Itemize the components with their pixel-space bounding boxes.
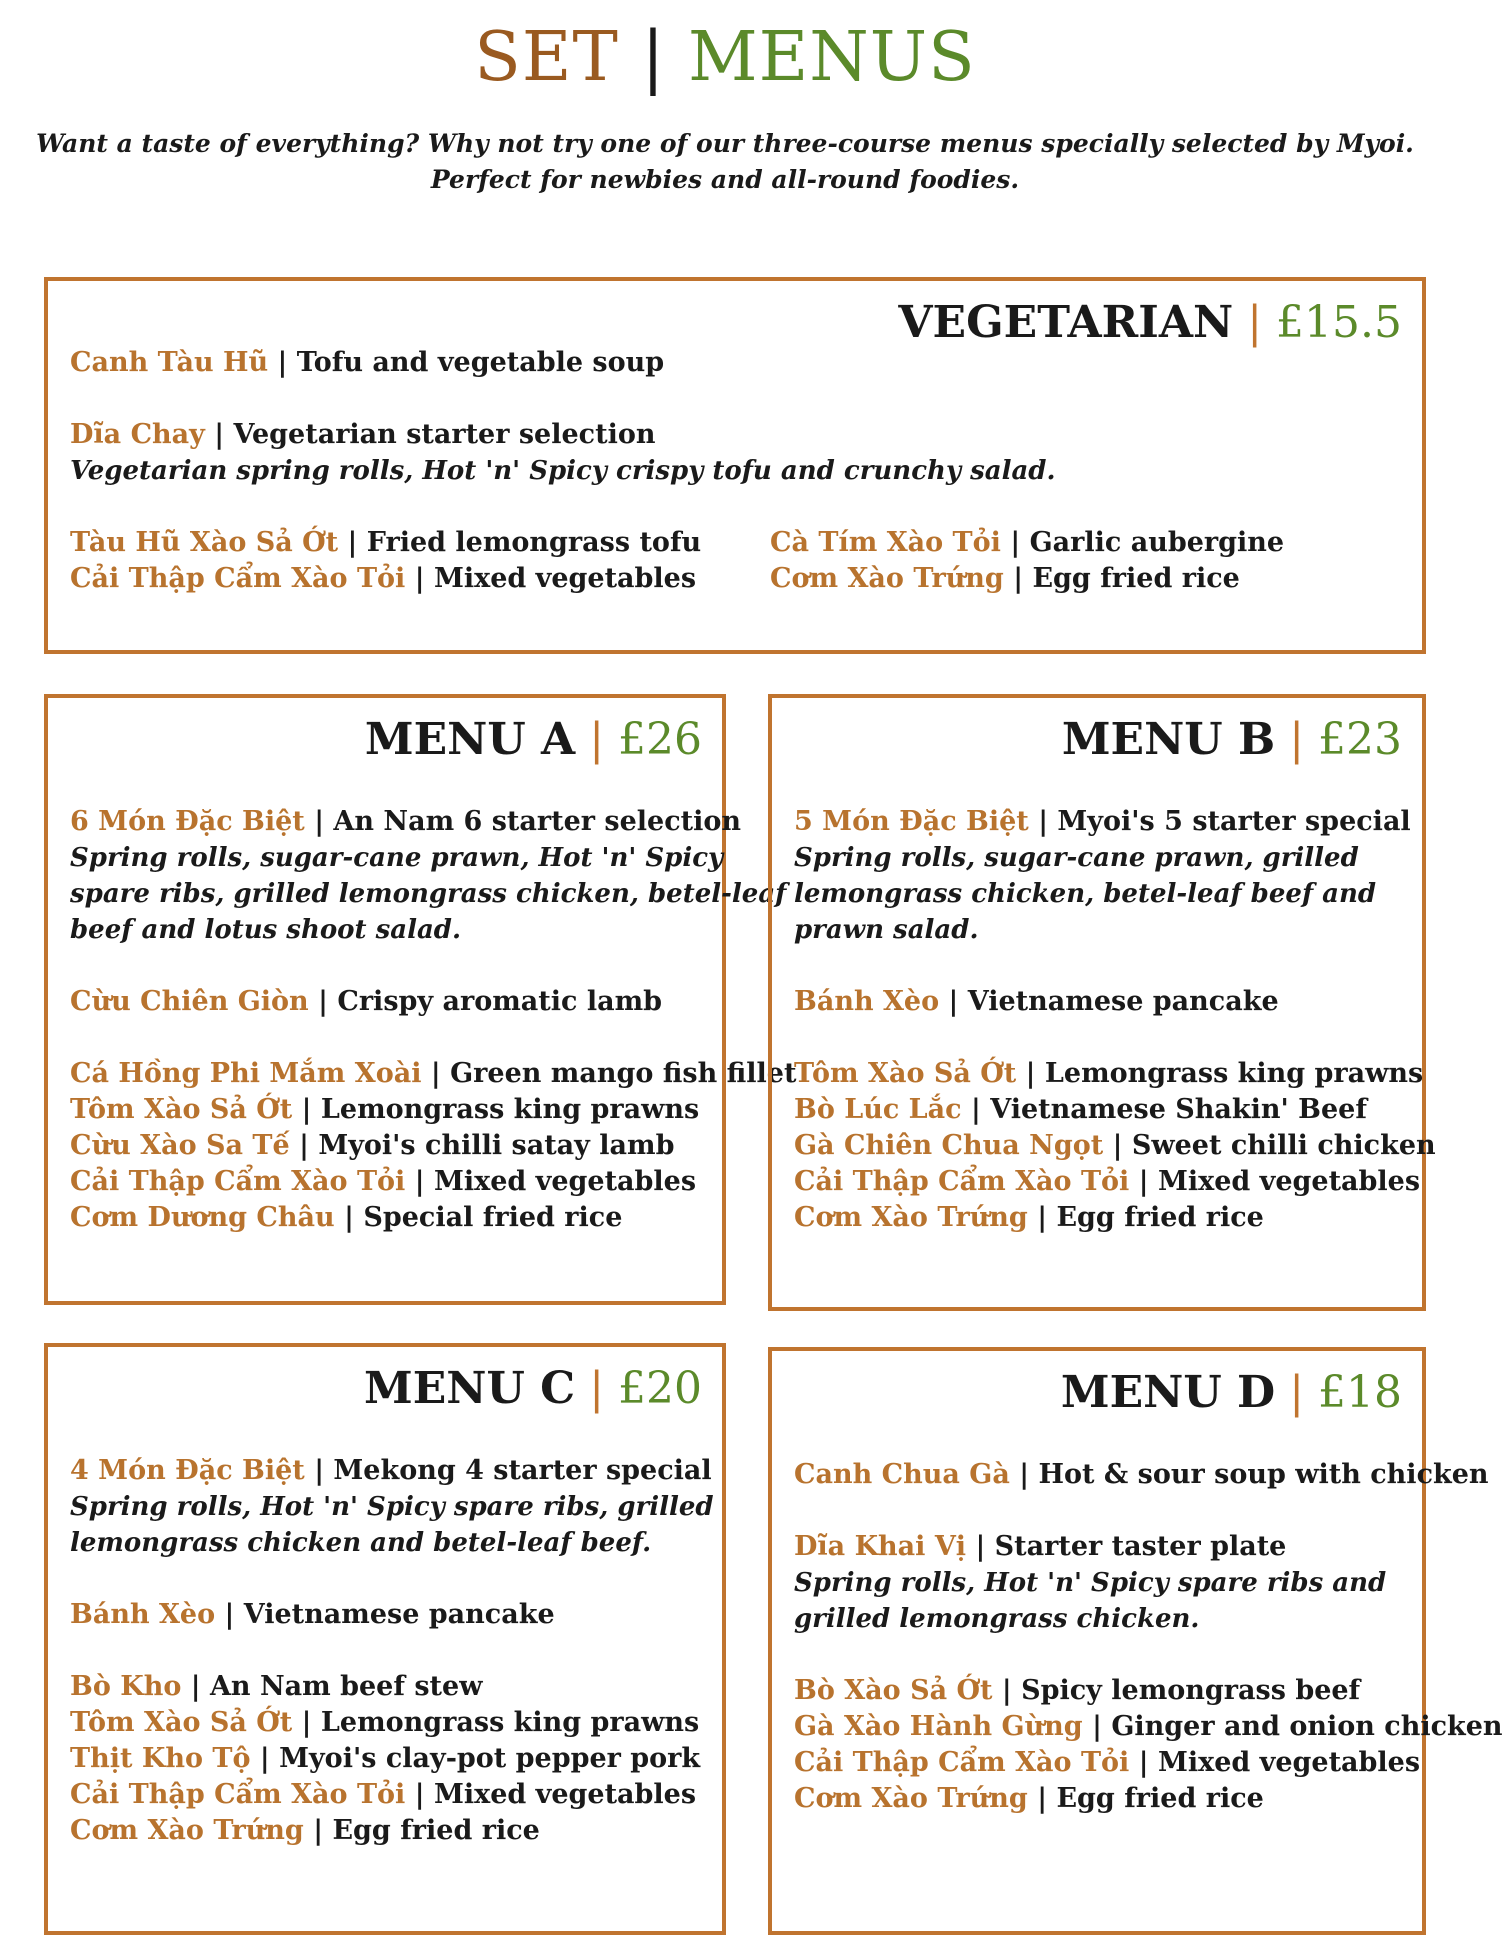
menu-b-panel	[768, 694, 1436, 1311]
item-description: Spring rolls, sugar-cane prawn, grilled	[794, 843, 1359, 873]
item-description: Spring rolls, sugar-cane prawn, Hot 'n' Spicy	[70, 843, 724, 873]
item-vietnamese-name: Cơm Dương Châu	[70, 1202, 335, 1233]
menu-item: Cải Thập Cẩm Xào Tỏi | Mixed vegetables	[70, 1779, 697, 1810]
menu-item: Gà Xào Hành Gừng | Ginger and onion chicken	[794, 1711, 1503, 1742]
menu-item: Cải Thập Cẩm Xào Tỏi | Mixed vegetables	[70, 563, 697, 594]
menu-a-panel	[44, 694, 797, 1305]
item-vietnamese-name: Cừu Xào Sa Tế	[70, 1130, 290, 1161]
item-english-name: Mixed vegetables	[1157, 1747, 1421, 1778]
item-vietnamese-name: Cải Thập Cẩm Xào Tỏi	[70, 1166, 406, 1197]
item-vietnamese-name: Tôm Xào Sả Ớt	[70, 1707, 293, 1738]
item-english-name: Lemongrass king prawns	[1044, 1058, 1424, 1089]
menu-price: £23	[1318, 714, 1402, 765]
menu-item: Tôm Xào Sả Ớt | Lemongrass king prawns	[70, 1707, 700, 1738]
item-english-name: Mixed vegetables	[1157, 1166, 1421, 1197]
menu-name: MENU D	[1060, 1367, 1276, 1418]
vegetarian-items	[70, 345, 1404, 597]
item-vietnamese-name: Thịt Kho Tộ	[70, 1743, 251, 1774]
menu-item: 5 Món Đặc Biệt | Myoi's 5 starter special	[794, 806, 1411, 837]
menu-price: £15.5	[1276, 297, 1402, 348]
item-english-name: An Nam 6 starter selection	[333, 806, 742, 837]
menu-item: Canh Chua Gà | Hot & sour soup with chicken	[794, 1459, 1489, 1490]
item-english-name: Garlic aubergine	[1029, 527, 1285, 558]
menu-a-items	[70, 804, 797, 1236]
item-english-name: Vegetarian starter selection	[233, 419, 656, 450]
item-english-name: Mixed vegetables	[433, 1779, 697, 1810]
menu-item: Cừu Xào Sa Tế | Myoi's chilli satay lamb	[70, 1130, 675, 1161]
item-english-name: Vietnamese pancake	[243, 1599, 555, 1630]
menu-item: Cải Thập Cẩm Xào Tỏi | Mixed vegetables	[794, 1166, 1421, 1197]
menu-item: 4 Món Đặc Biệt | Mekong 4 starter special	[70, 1455, 712, 1486]
menu-item: Tôm Xào Sả Ớt | Lemongrass king prawns	[794, 1058, 1424, 1089]
menu-b-items	[794, 804, 1436, 1236]
item-english-name: Sweet chilli chicken	[1131, 1130, 1436, 1161]
vegetarian-menu-panel	[44, 277, 1426, 654]
menu-item: Bánh Xèo | Vietnamese pancake	[70, 1599, 555, 1630]
menu-item: Cà Tím Xào Tỏi | Garlic aubergine	[770, 527, 1285, 558]
item-english-name: Mekong 4 starter special	[333, 1455, 712, 1486]
item-description: prawn salad.	[794, 915, 979, 945]
item-vietnamese-name: Cải Thập Cẩm Xào Tỏi	[794, 1747, 1130, 1778]
item-english-name: An Nam beef stew	[209, 1671, 483, 1702]
item-english-name: Myoi's chilli satay lamb	[318, 1130, 675, 1161]
item-english-name: Egg fried rice	[1056, 1783, 1264, 1814]
menu-item: Bò Kho | An Nam beef stew	[70, 1671, 483, 1702]
item-description: Spring rolls, Hot 'n' Spicy spare ribs and	[794, 1568, 1387, 1598]
heading-separator: |	[589, 1363, 605, 1414]
item-vietnamese-name: Gà Xào Hành Gừng	[794, 1711, 1083, 1742]
page-title	[0, 18, 1450, 98]
menu-c-heading	[364, 1361, 702, 1417]
menu-c-items	[70, 1453, 714, 1849]
item-vietnamese-name: Bánh Xèo	[70, 1599, 216, 1630]
item-vietnamese-name: Gà Chiên Chua Ngọt	[794, 1130, 1104, 1161]
item-english-name: Fried lemongrass tofu	[366, 527, 702, 558]
item-vietnamese-name: Tôm Xào Sả Ớt	[794, 1058, 1017, 1089]
item-english-name: Spicy lemongrass beef	[1021, 1675, 1361, 1706]
item-vietnamese-name: Canh Chua Gà	[794, 1459, 1010, 1490]
menu-d-panel	[768, 1347, 1503, 1935]
item-vietnamese-name: Cải Thập Cẩm Xào Tỏi	[70, 563, 406, 594]
title-separator: |	[641, 18, 666, 97]
item-vietnamese-name: Cơm Xào Trứng	[794, 1783, 1028, 1814]
menu-item: Tàu Hũ Xào Sả Ớt | Fried lemongrass tofu	[70, 527, 702, 558]
item-description: spare ribs, grilled lemongrass chicken, betel-leaf	[70, 879, 787, 909]
menu-item: Gà Chiên Chua Ngọt | Sweet chilli chicken	[794, 1130, 1436, 1161]
menu-c-panel	[44, 1343, 726, 1935]
item-vietnamese-name: Cải Thập Cẩm Xào Tỏi	[70, 1779, 406, 1810]
item-english-name: Vietnamese Shakin' Beef	[990, 1094, 1367, 1125]
menu-item: Dĩa Chay | Vegetarian starter selection	[70, 419, 656, 450]
menu-item: Bánh Xèo | Vietnamese pancake	[794, 986, 1279, 1017]
item-vietnamese-name: Bò Xào Sả Ớt	[794, 1675, 993, 1706]
menu-item: Dĩa Khai Vị | Starter taster plate	[794, 1531, 1287, 1562]
menu-item: 6 Món Đặc Biệt | An Nam 6 starter selection	[70, 806, 742, 837]
item-english-name: Myoi's clay-pot pepper pork	[279, 1743, 701, 1774]
item-vietnamese-name: Bánh Xèo	[794, 986, 940, 1017]
menu-item: Cá Hồng Phi Mắm Xoài | Green mango fish fillet	[70, 1058, 797, 1089]
menu-item: Cơm Xào Trứng | Egg fried rice	[70, 1815, 540, 1846]
item-english-name: Myoi's 5 starter special	[1057, 806, 1411, 837]
item-english-name: Special fried rice	[363, 1202, 623, 1233]
menu-item: Cải Thập Cẩm Xào Tỏi | Mixed vegetables	[70, 1166, 697, 1197]
menu-item: Cừu Chiên Giòn | Crispy aromatic lamb	[70, 986, 663, 1017]
item-vietnamese-name: Cà Tím Xào Tỏi	[770, 527, 1001, 558]
item-english-name: Lemongrass king prawns	[320, 1094, 700, 1125]
item-vietnamese-name: Dĩa Chay	[70, 419, 205, 450]
item-english-name: Lemongrass king prawns	[320, 1707, 700, 1738]
item-vietnamese-name: Cừu Chiên Giòn	[70, 986, 309, 1017]
item-vietnamese-name: Dĩa Khai Vị	[794, 1531, 967, 1562]
heading-separator: |	[1247, 297, 1263, 348]
title-word-set: SET	[474, 18, 619, 97]
item-description: grilled lemongrass chicken.	[794, 1604, 1200, 1634]
item-description: lemongrass chicken, betel-leaf beef and	[794, 879, 1377, 909]
menu-b-heading	[1062, 712, 1402, 768]
heading-separator: |	[1289, 714, 1305, 765]
item-english-name: Mixed vegetables	[433, 563, 697, 594]
item-vietnamese-name: Cải Thập Cẩm Xào Tỏi	[794, 1166, 1130, 1197]
item-vietnamese-name: Bò Kho	[70, 1671, 182, 1702]
item-vietnamese-name: Cơm Xào Trứng	[794, 1202, 1028, 1233]
menu-item: Thịt Kho Tộ | Myoi's clay-pot pepper pork	[70, 1743, 701, 1774]
item-vietnamese-name: Cơm Xào Trứng	[770, 563, 1004, 594]
item-english-name: Egg fried rice	[1032, 563, 1240, 594]
menu-item: Bò Xào Sả Ớt | Spicy lemongrass beef	[794, 1675, 1361, 1706]
item-english-name: Green mango fish fillet	[450, 1058, 797, 1089]
item-vietnamese-name: 4 Món Đặc Biệt	[70, 1455, 305, 1486]
item-english-name: Hot & sour soup with chicken	[1038, 1459, 1489, 1490]
menu-price: £18	[1318, 1367, 1402, 1418]
item-description: Spring rolls, Hot 'n' Spicy spare ribs, grilled	[70, 1492, 714, 1522]
item-english-name: Vietnamese pancake	[967, 986, 1279, 1017]
intro-text	[0, 126, 1450, 198]
menu-item: Cơm Dương Châu | Special fried rice	[70, 1202, 623, 1233]
item-vietnamese-name: Cá Hồng Phi Mắm Xoài	[70, 1058, 422, 1089]
title-word-menus: MENUS	[688, 18, 976, 97]
menu-name: MENU A	[364, 714, 576, 765]
menu-d-heading	[1061, 1365, 1402, 1421]
menu-name: VEGETARIAN	[898, 297, 1234, 348]
item-english-name: Crispy aromatic lamb	[337, 986, 663, 1017]
item-vietnamese-name: 6 Món Đặc Biệt	[70, 806, 305, 837]
item-vietnamese-name: 5 Món Đặc Biệt	[794, 806, 1029, 837]
menu-name: MENU C	[364, 1363, 576, 1414]
heading-separator: |	[1289, 1367, 1305, 1418]
menu-item: Bò Lúc Lắc | Vietnamese Shakin' Beef	[794, 1094, 1367, 1125]
menu-item: Cơm Xào Trứng | Egg fried rice	[794, 1202, 1264, 1233]
intro-line-2: Perfect for newbies and all-round foodies.	[430, 165, 1020, 194]
item-vietnamese-name: Tôm Xào Sả Ớt	[70, 1094, 293, 1125]
menu-a-heading	[365, 712, 702, 768]
item-english-name: Ginger and onion chicken	[1111, 1711, 1503, 1742]
menu-item: Canh Tàu Hũ | Tofu and vegetable soup	[70, 347, 665, 378]
menu-price: £20	[618, 1363, 702, 1414]
heading-separator: |	[589, 714, 605, 765]
menu-item: Cải Thập Cẩm Xào Tỏi | Mixed vegetables	[794, 1747, 1421, 1778]
item-vietnamese-name: Canh Tàu Hũ	[70, 347, 269, 378]
menu-item: Cơm Xào Trứng | Egg fried rice	[794, 1783, 1264, 1814]
intro-line-1: Want a taste of everything? Why not try one of our three-course menus specially selected by Myoi.	[36, 129, 1414, 158]
item-english-name: Tofu and vegetable soup	[296, 347, 665, 378]
item-vietnamese-name: Cơm Xào Trứng	[70, 1815, 304, 1846]
menu-price: £26	[618, 714, 702, 765]
item-english-name: Egg fried rice	[1056, 1202, 1264, 1233]
item-english-name: Mixed vegetables	[433, 1166, 697, 1197]
item-vietnamese-name: Tàu Hũ Xào Sả Ớt	[70, 527, 339, 558]
menu-item: Tôm Xào Sả Ớt | Lemongrass king prawns	[70, 1094, 700, 1125]
item-description: lemongrass chicken and betel-leaf beef.	[70, 1528, 652, 1558]
item-description: Vegetarian spring rolls, Hot 'n' Spicy crispy tofu and crunchy salad.	[70, 456, 1056, 486]
menu-d-items	[794, 1457, 1503, 1817]
item-english-name: Egg fried rice	[332, 1815, 540, 1846]
menu-name: MENU B	[1061, 714, 1276, 765]
item-english-name: Starter taster plate	[994, 1531, 1287, 1562]
vegetarian-heading	[898, 295, 1402, 351]
item-description: beef and lotus shoot salad.	[70, 915, 462, 945]
menu-item: Cơm Xào Trứng | Egg fried rice	[770, 563, 1240, 594]
item-vietnamese-name: Bò Lúc Lắc	[794, 1094, 962, 1125]
